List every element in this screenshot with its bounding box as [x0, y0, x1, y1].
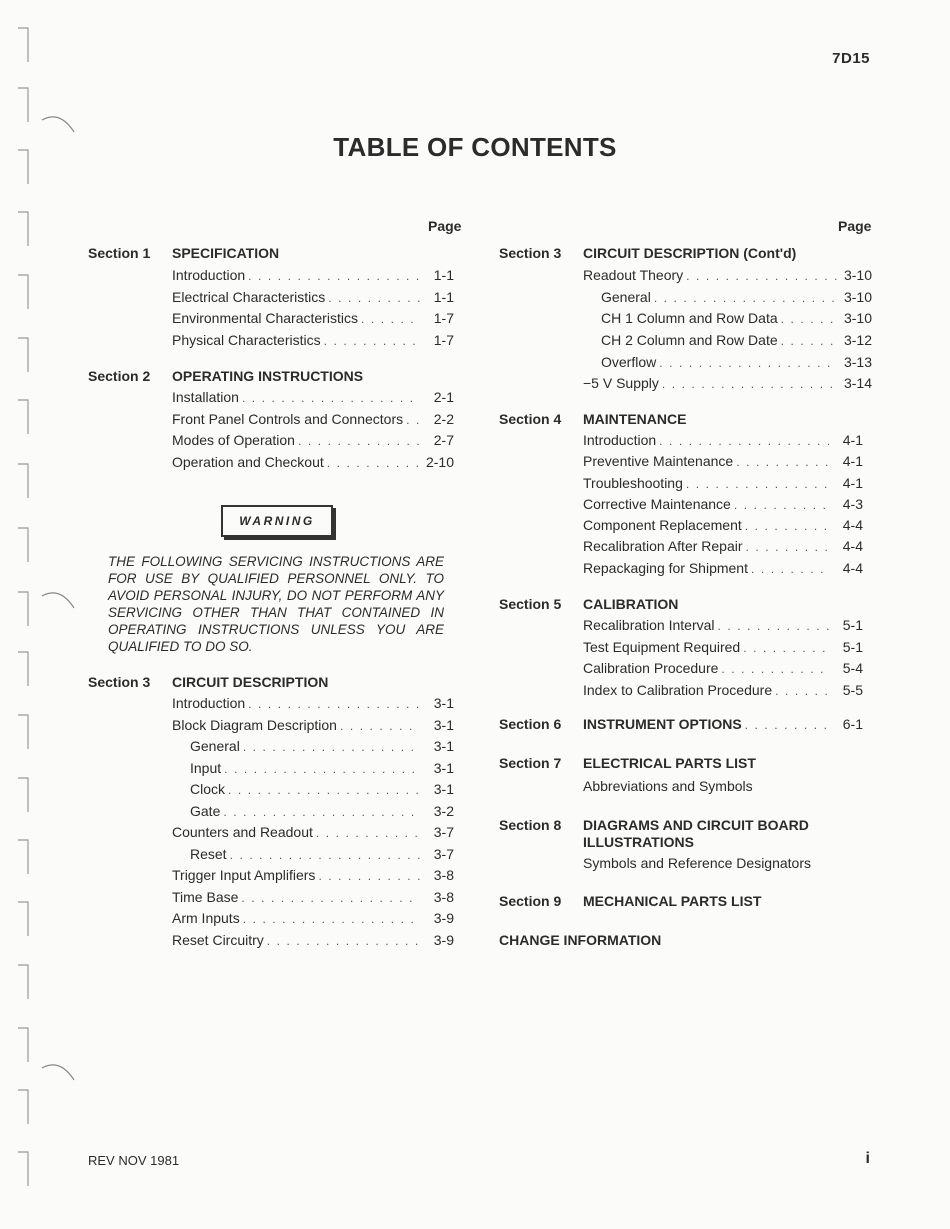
section-9-title: MECHANICAL PARTS LIST	[583, 893, 762, 909]
footer-revision: REV NOV 1981	[88, 1153, 180, 1168]
hole-punch-arc-middle	[40, 588, 80, 612]
toc-entry: Overflow . . . 3-13	[583, 354, 872, 376]
section-7-label: Section 7	[499, 755, 562, 771]
toc-entry: Counters and Readout . . . 3-7	[172, 824, 454, 846]
section-5-label: Section 5	[499, 596, 562, 612]
section-6-title: INSTRUMENT OPTIONS	[583, 716, 742, 732]
section-3-label: Section 3	[88, 674, 151, 690]
model-number: 7D15	[832, 50, 870, 67]
section-2-entries	[172, 389, 454, 476]
toc-entry: CH 2 Column and Row Date . . . 3-12	[583, 332, 872, 354]
toc-entry: Introduction . . . 4-1	[583, 432, 863, 453]
section-5-title: CALIBRATION	[583, 596, 679, 612]
binder-edge-marks	[0, 0, 40, 1229]
change-information: CHANGE INFORMATION	[499, 932, 662, 948]
toc-entry: General . . . 3-1	[172, 738, 454, 760]
toc-entry: Component Replacement . . . 4-4	[583, 517, 863, 538]
toc-entry: Gate . . . 3-2	[172, 803, 454, 825]
toc-entry: Arm Inputs . . . 3-9	[172, 910, 454, 932]
section-8-title-line2: ILLUSTRATIONS	[583, 834, 694, 850]
warning-text: THE FOLLOWING SERVICING INSTRUCTIONS ARE FOR USE BY QUALIFIED PERSONNEL ONLY. TO AVOID PERSONAL INJURY, DO NOT PERFORM ANY SERVICING OTHER THAN THAT CONTAINED IN OPERATING INSTRUCTIONS UNLESS YOU ARE QUALIFIED TO DO SO.	[108, 554, 444, 654]
toc-entry: −5 V Supply . . . 3-14	[583, 375, 872, 397]
page-column-header-right: Page	[838, 218, 872, 234]
section-1-entries	[172, 267, 454, 354]
warning-label: WARNING	[239, 514, 315, 528]
toc-entry: Electrical Characteristics . . . 1-1	[172, 289, 454, 311]
warning-badge	[221, 505, 333, 537]
toc-entry: Troubleshooting . . . 4-1	[583, 475, 863, 496]
toc-entry: Physical Characteristics . . . 1-7	[172, 332, 454, 354]
section-2-label: Section 2	[88, 368, 151, 384]
toc-entry: Introduction . . . 3-1	[172, 695, 454, 717]
section-3-title: CIRCUIT DESCRIPTION	[172, 674, 329, 690]
hole-punch-arc-bottom	[40, 1060, 80, 1084]
toc-entry: Repackaging for Shipment . . . 4-4	[583, 560, 863, 581]
toc-entry: Test Equipment Required . . . 5-1	[583, 639, 863, 661]
section-8-title-line1: DIAGRAMS AND CIRCUIT BOARD	[583, 817, 809, 833]
toc-entry: Installation . . . 2-1	[172, 389, 454, 411]
section-5-entries	[583, 617, 863, 703]
section-6-page: 6-1	[842, 716, 863, 732]
footer-page-number: i	[865, 1150, 870, 1167]
section-6-entry	[583, 716, 863, 737]
section-4-title: MAINTENANCE	[583, 411, 687, 427]
page-column-header-left: Page	[428, 218, 462, 234]
toc-entry: Reset . . . 3-7	[172, 846, 454, 868]
section-2-title: OPERATING INSTRUCTIONS	[172, 368, 364, 384]
toc-entry: Index to Calibration Procedure . . . 5-5	[583, 682, 863, 704]
toc-entry: Input . . . 3-1	[172, 760, 454, 782]
section-3-cont-title: CIRCUIT DESCRIPTION (Cont'd)	[583, 245, 797, 261]
section-8-subtitle: Symbols and Reference Designators	[583, 855, 812, 871]
toc-entry: Operation and Checkout . . . 2-10	[172, 454, 454, 476]
toc-entry: Modes of Operation . . . 2-7	[172, 432, 454, 454]
section-6-label: Section 6	[499, 716, 562, 732]
section-7-title: ELECTRICAL PARTS LIST	[583, 755, 756, 771]
toc-entry: Clock . . . 3-1	[172, 781, 454, 803]
toc-entry: Environmental Characteristics . . . 1-7	[172, 310, 454, 332]
section-3-cont-label: Section 3	[499, 245, 562, 261]
section-4-label: Section 4	[499, 411, 562, 427]
section-1-title: SPECIFICATION	[172, 245, 280, 261]
section-3-cont-entries	[583, 267, 872, 397]
toc-entry: Corrective Maintenance . . . 4-3	[583, 496, 863, 517]
toc-entry: Trigger Input Amplifiers . . . 3-8	[172, 867, 454, 889]
toc-entry: Recalibration After Repair . . . 4-4	[583, 538, 863, 559]
toc-entry: Preventive Maintenance . . . 4-1	[583, 453, 863, 474]
toc-entry: Calibration Procedure . . . 5-4	[583, 660, 863, 682]
toc-entry: Reset Circuitry . . . 3-9	[172, 932, 454, 954]
toc-entry: Block Diagram Description . . . 3-1	[172, 717, 454, 739]
section-1-label: Section 1	[88, 245, 151, 261]
section-3-entries	[172, 695, 454, 953]
section-7-subtitle: Abbreviations and Symbols	[583, 778, 753, 794]
toc-entry: Introduction . . . 1-1	[172, 267, 454, 289]
section-9-label: Section 9	[499, 893, 562, 909]
toc-entry: General . . . 3-10	[583, 289, 872, 311]
section-8-label: Section 8	[499, 817, 562, 833]
page-title: TABLE OF CONTENTS	[333, 132, 617, 162]
section-4-entries	[583, 432, 863, 581]
toc-entry: Front Panel Controls and Connectors . . . 2-2	[172, 411, 454, 433]
toc-entry: Recalibration Interval . . . 5-1	[583, 617, 863, 639]
toc-entry: Readout Theory . . . 3-10	[583, 267, 872, 289]
toc-entry: CH 1 Column and Row Data . . . 3-10	[583, 310, 872, 332]
toc-entry: Time Base . . . 3-8	[172, 889, 454, 911]
